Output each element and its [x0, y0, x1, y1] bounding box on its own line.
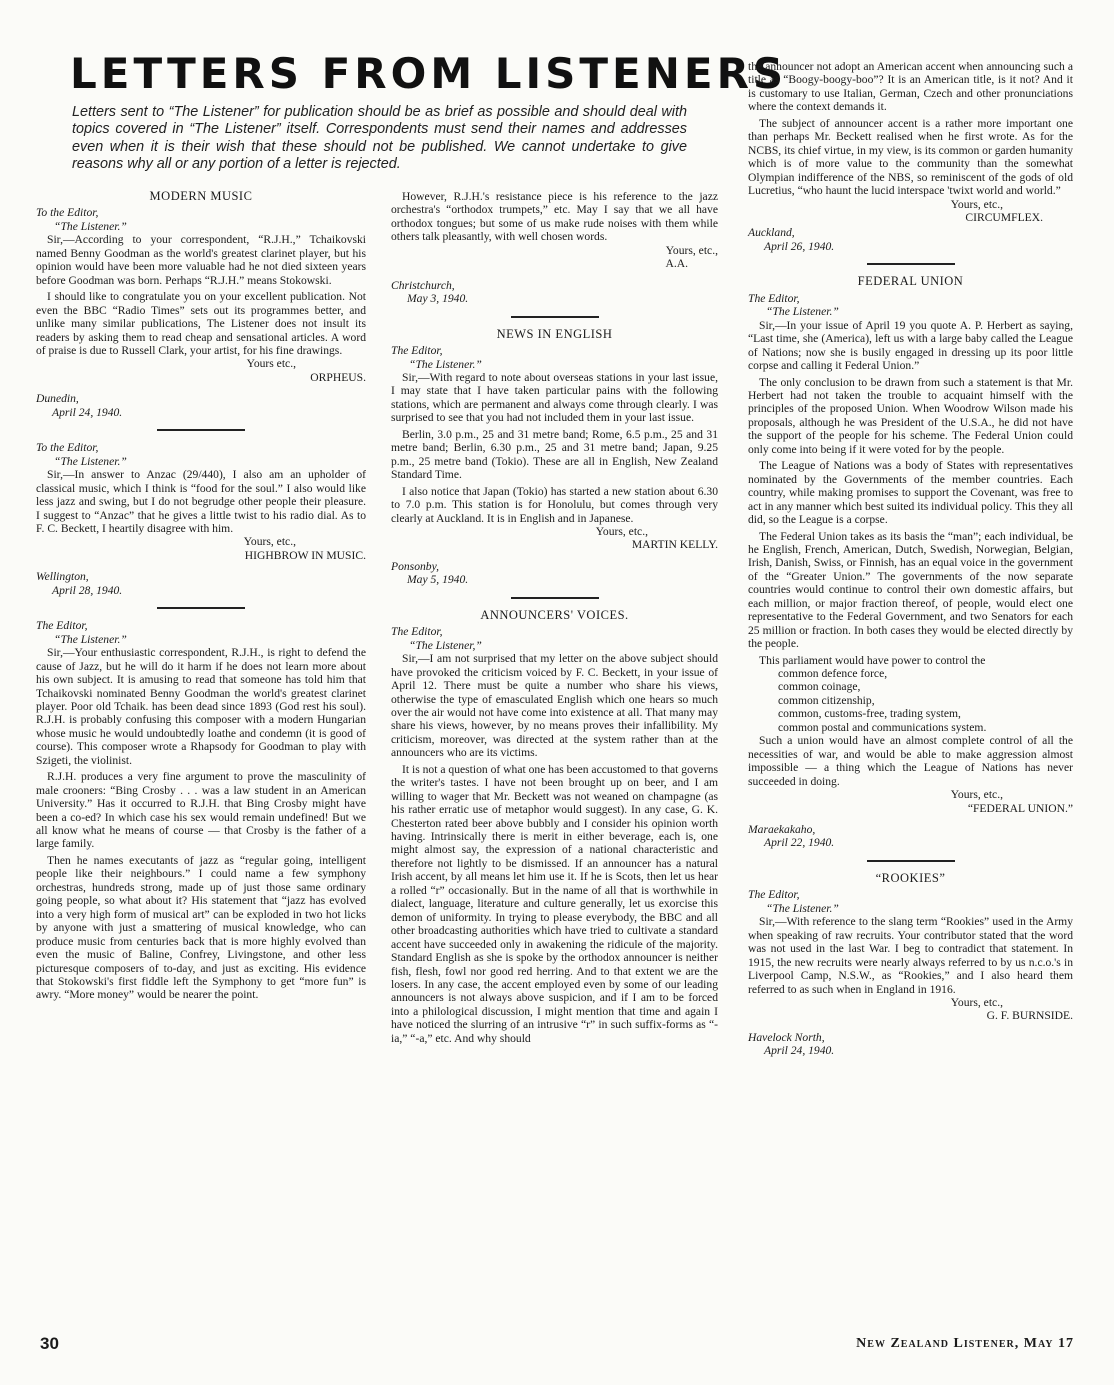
salutation: To the Editor, — [36, 441, 99, 455]
dateline-date: April 28, 1940. — [52, 583, 123, 597]
dateline-place: Christchurch, — [391, 278, 455, 292]
separator-rule — [157, 429, 245, 431]
list-item: common, customs-free, trading system, — [778, 707, 961, 721]
salutation-line-2: “The Listener.” — [54, 219, 127, 233]
salutation-line-2: “The Listener.” — [766, 305, 839, 319]
letter-paragraph: The League of Nations was a body of States with representatives nominated by the Governments of the member countries. Each country, while making promises to support the Covenant, was free to act in any manner which best suited its individual policy. This they all did, so the League is a corpse. — [748, 459, 1073, 527]
letter-paragraph: Then he names executants of jazz as “regular going, intelligent people like their neighbours.” I could name a few symphony orchestras, hundreds strong, made up of just those same ordinary going people, so what about it? His statement that “jazz has evolved into a very high form of musical art” can be exploded in two hot licks by anyone with just a smattering of musical knowledge, who can produce music from centuries back that is more highly evolved than even the music of Baline, Confrey, Livingstone, and other less picturesque composers of to-day, and just as exciting. His evidence that Stokowski's first fiddle left the Symphony to get “more fun” is awry. “More money” would be nearer the point. — [36, 853, 366, 1002]
salutation-line-2: “The Listener,” — [409, 638, 482, 652]
letter-paragraph: Such a union would have an almost complete control of all the necessities of war, and would be able to make aggression almost impossible — a thing which the League of Nations has never succeeded in doing. — [748, 734, 1073, 788]
list-item: common postal and communications system. — [778, 720, 987, 734]
letter-paragraph: However, R.J.H.'s resistance piece is his reference to the jazz orchestra's “orthodox trumpets,” etc. May I say that we all have orthodox tongues; but some of us make rude noises with them while others talk pleasantly, with well chosen words. — [391, 190, 718, 244]
letter-paragraph: I also notice that Japan (Tokio) has started a new station about 6.30 to 7.0 p.m. This station is for Honolulu, but comes through very clearly at Auckland. It is in English and in Japanese. — [391, 484, 718, 525]
letter-paragraph: The only conclusion to be drawn from such a statement is that Mr. Herbert had not taken the trouble to acquaint himself with the principles of the proposed Union. When Woodrow Wilson made his proposals, although he was President of the U.S.A., he did not have the support of the people for his scheme. The Federal Union could only come into being if it were voted for by the people. — [748, 375, 1073, 456]
dateline-date: April 22, 1940. — [764, 836, 835, 850]
letter-heading: ANNOUNCERS' VOICES. — [480, 607, 629, 622]
publication-footer: New Zealand Listener, May 17 — [856, 1336, 1074, 1351]
valediction: Yours, etc., — [950, 197, 1003, 211]
letter-paragraph: Sir,—With reference to the slang term “Rookies” used in the Army when speaking of raw recruits. Your contributor stated that the word was not used in the last War. I beg to contradict that statement. In 1915, the new recruits were nearly always referred to by us n.c.o.'s in Liverpool Camp, N.S.W., as “Rookies,” and I also heard them referred to as such when in England in 1916. — [748, 915, 1073, 996]
dateline-place: Dunedin, — [36, 392, 79, 406]
editorial-notice: Letters sent to “The Listener” for publication should be as brief as possible and should deal with topics covered in “The Listener” itself. Correspondents must send their names and addresses even when it is their wish that these should not be published. We cannot undertake to give reasons why all or any portion of a letter is rejected. — [72, 104, 687, 172]
dateline-place: Wellington, — [36, 570, 89, 584]
dateline-place: Havelock North, — [748, 1030, 825, 1044]
separator-rule — [157, 607, 245, 609]
valediction: Yours, etc., — [243, 535, 296, 549]
dateline-place: Ponsonby, — [391, 559, 439, 573]
salutation-line-2: “The Listener.” — [54, 632, 127, 646]
letter-paragraph: Sir,—With regard to note about overseas stations in your last issue, I may state that I have taken particular pains with the following stations, which are permanent and always come through clearly. I was surprised to see that you had not included them in your last issue. — [391, 370, 718, 425]
salutation: The Editor, — [36, 619, 88, 633]
letter-paragraph: the announcer not adopt an American accent when announcing such a title as “Boogy-boogy-boo”? It is an American title, is it not? And it is customary to use Italian, German, Czech and other pronunciations where the context demands it. — [748, 60, 1073, 114]
valediction: Yours, etc., — [950, 788, 1003, 802]
dateline-place: Maraekakaho, — [748, 823, 816, 837]
valediction: Yours etc., — [246, 357, 296, 371]
signature: A.A. — [665, 257, 688, 271]
separator-rule — [511, 597, 599, 599]
valediction: Yours, etc., — [665, 243, 718, 257]
signature: HIGHBROW IN MUSIC. — [244, 548, 366, 562]
salutation: The Editor, — [391, 625, 443, 639]
signature: CIRCUMFLEX. — [965, 210, 1043, 224]
page-number: 30 — [40, 1334, 59, 1353]
list-item: common citizenship, — [778, 693, 875, 707]
letter-paragraph: Sir,—According to your correspondent, “R.J.H.,” Tchaikovski named Benny Goodman as the world's greatest clarinet player, but his opinion would have been more valuable had he not died sixteen years before Goodman was born. Perhaps “R.J.H.” means Stokowski. — [36, 233, 366, 287]
powers-list — [748, 667, 1073, 734]
list-item: common defence force, — [778, 667, 888, 681]
list-item: common coinage, — [778, 680, 861, 694]
letter-paragraph: Sir,—In your issue of April 19 you quote A. P. Herbert as saying, “Last time, she (America), left us with a large baby called the League of Nations; now she is busily engaged in dressing up its poor little corpse and calling it Federal Union.” — [748, 318, 1073, 373]
dateline-date: May 3, 1940. — [407, 292, 469, 306]
letter-paragraph: Sir,—Your enthusiastic correspondent, R.J.H., is right to defend the cause of Jazz, but he will do it harm if he does not learn more about his own subject. It is amusing to read that someone has told him that Tchaikovski nominated Benny Goodman the world's greatest clarinet player. Poor old Tchaik. has been dead since 1893 (God rest his soul). R.J.H. is probably confusing this composer with a modern Hungarian whose music he would undoubtedly loathe and condemn (it is good of course). This composer wrote a Rhapsody for Goodman to play with Szigeti, the violinist. — [36, 646, 366, 767]
letter-paragraph: I should like to congratulate you on your excellent publication. Not even the BBC “Radio Times” sets out its programmes better, and unlike many similar publications, The Listener does not insult its readers by asking them to read cheap and sensational articles. A word of praise is due to Russell Clark, your artist, for his fine drawings. — [36, 290, 366, 357]
separator-rule — [867, 263, 955, 265]
letter-paragraph: This parliament would have power to control the — [759, 653, 986, 667]
dateline-date: April 24, 1940. — [764, 1044, 835, 1058]
signature: ORPHEUS. — [310, 370, 366, 384]
salutation-line-2: “The Listener.” — [409, 357, 482, 371]
separator-rule — [867, 860, 955, 862]
letter-heading: MODERN MUSIC — [149, 189, 253, 203]
letter-paragraph: The subject of announcer accent is a rather more important one than perhaps Mr. Beckett realised when he first wrote. As for the NCBS, its chief virtue, in my view, is its common or garden humanity which is of more value to the community than the somewhat Olympian indifference of the NBS, so reminiscent of the gods of old Lucretius, “who haunt the lucid interspace 'twixt world and world.” — [748, 116, 1073, 198]
letter-paragraph: Sir,—I am not surprised that my letter on the above subject should have provoked the criticism voiced by F. C. Beckett, in your issue of April 12. There must be quite a number who share his views, otherwise the type of emasculated English which one hears so much over the air would not have come into existence at all. That many may share his views, however, by no means proves their infallibility. My criticism, moreover, was directed at the system rather than at the announcers who are its victims. — [391, 652, 718, 760]
dateline-place: Auckland, — [748, 226, 795, 240]
letter-paragraph: Berlin, 3.0 p.m., 25 and 31 metre band; Rome, 6.5 p.m., 25 and 31 metre band; Berlin, 6.30 p.m., 25 and 31 metre band; Japan, 9.25 p.m., 25 metre band (Tokio). These are all in English, New Zealand Standard Time. — [391, 427, 718, 482]
column-2 — [391, 190, 718, 1045]
dateline-date: April 24, 1940. — [52, 405, 123, 419]
signature: MARTIN KELLY. — [631, 538, 718, 552]
salutation: The Editor, — [748, 291, 800, 305]
separator-rule — [511, 316, 599, 318]
letter-heading: “ROOKIES” — [875, 870, 946, 885]
valediction: Yours, etc., — [950, 996, 1003, 1009]
column-3 — [748, 60, 1073, 1058]
signature: “FEDERAL UNION.” — [967, 801, 1073, 815]
salutation: To the Editor, — [36, 206, 99, 220]
letter-paragraph: It is not a question of what one has been accustomed to that governs the writer's tastes. I have not been brought up on beer, and I am willing to wager that Mr. Beckett was not weaned on champagne (as his rather erratic use of metaphor would suggest). In any case, G. K. Chesterton rated beer above bubbly and I consider his opinion worth having. Intrinsically there is merit in either beverage, each is, one might almost say, the expression of a national characteristic and therefore not lightly to be dismissed. If an announcer has a natural Irish accent, by all means let him use it. If he is Scots, then let us hear a rolled “r” occasionally. But in the name of all that is worthwhile in dialect, language, literature and culture generally, let us exorcise this demon of uniformity. In trying to please everybody, the BBC and all other broadcasting authorities which have tried to cultivate a standard accent have succeeded only in awakening the ridicule of the majority. Standard English as she is spoke by the orthodox announcer is neither fish, flesh, fowl nor good red herring. And to that extent we are the losers. In any case, the accent employed even by some of our leading announcers is not always above suspicion, and if I am to be forced into a philological discussion, I might mention that time and again I have noticed the slurring of an intrusive “r” in such suffix-forms as “-ia,” “-a,” etc. And why should — [391, 762, 718, 1045]
dateline-date: April 26, 1940. — [764, 239, 835, 253]
salutation-line-2: “The Listener.” — [766, 901, 839, 915]
letter-paragraph: The Federal Union takes as its basis the “man”; each individual, be he English, French, American, Dutch, Swedish, Norwegian, Belgian, Irish, Danish, Swiss, or Finnish, has an equal voice in the government of the “Greater Union.” The governments of the now separate countries would continue to control their own domestic affairs, but each million, or major fraction thereof, of people, would elect one representative to the Federal Government, and two Senators for each 25 million or fraction. In both cases they would be elected directly by the people. — [748, 529, 1073, 651]
column-1 — [36, 190, 366, 1002]
letter-heading: NEWS IN ENGLISH — [496, 326, 613, 341]
salutation-line-2: “The Listener.” — [54, 454, 127, 468]
letter-heading: FEDERAL UNION — [857, 274, 964, 289]
signature: G. F. BURNSIDE. — [986, 1009, 1073, 1023]
dateline-date: May 5, 1940. — [407, 573, 469, 587]
salutation: The Editor, — [748, 888, 800, 902]
letter-paragraph: R.J.H. produces a very fine argument to prove the masculinity of male crooners: “Bing Crosby . . . was a law student in an American University.” Has it occurred to R.J.H. that Bing Crosby might have been a co-ed? In which case his sex would remain undefined! But we all know what he means of course — that Crosby is the father of a large family. — [36, 770, 366, 851]
letter-paragraph: Sir,—In answer to Anzac (29/440), I also am an upholder of classical music, which I think is “food for the soul.” I also would like less jazz and swing, but I do not begrudge other people their pleasure. I suggest to “Anzac” that he gives a little twist to his radio dial. As to F. C. Beckett, I heartily disagree with him. — [36, 468, 366, 535]
valediction: Yours, etc., — [595, 524, 648, 538]
page-title: LETTERS FROM LISTENERS — [70, 49, 788, 98]
salutation: The Editor, — [391, 344, 443, 358]
